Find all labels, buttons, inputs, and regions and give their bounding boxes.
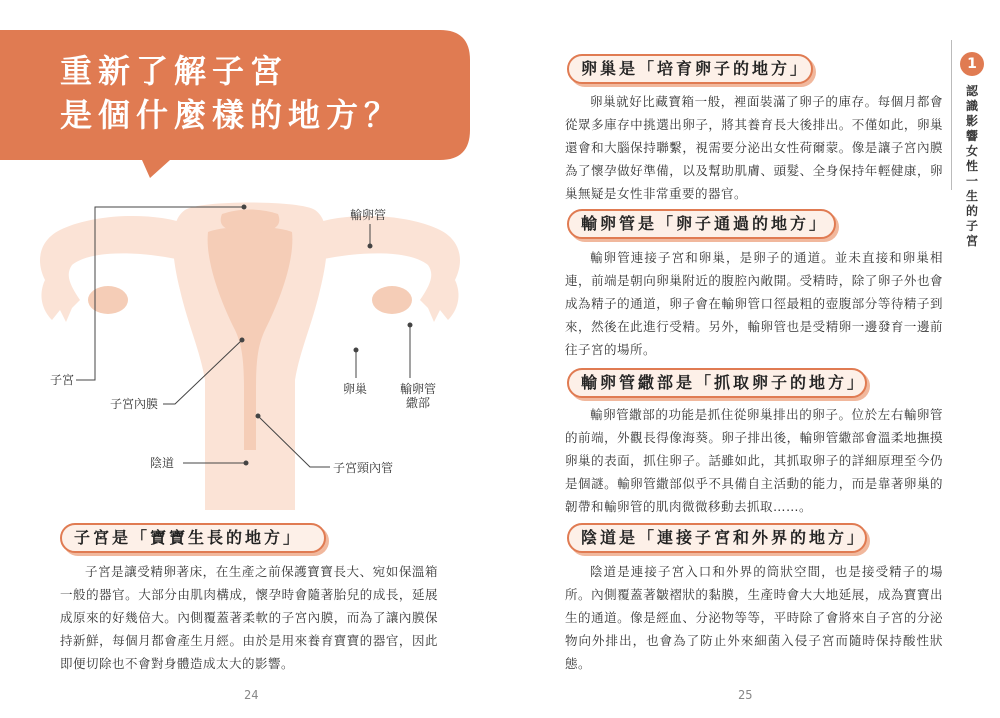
side-tab-divider (951, 40, 952, 190)
section-heading-text: 子宮是「寶寶生長的地方」 (74, 528, 303, 547)
section-heading-text: 輸卵管是「卵子通過的地方」 (581, 214, 829, 233)
label-vagina: 陰道 (150, 456, 175, 470)
section-heading-text: 輸卵管繖部是「抓取卵子的地方」 (581, 373, 867, 392)
section-body-ovary: 卵巢就好比藏寶箱一般，裡面裝滿了卵子的庫存。每個月都會從眾多庫存中挑選出卵子，將其養育長大後排出。不僅如此，卵巢還會和大腦保持聯繫，視需要分泌出女性荷爾蒙。像是讓子宮內膜為了懷孕做好準備，以及幫助肌膚、頭髮、全身保持年輕健康，卵巢無疑是女性非常重要的器官。 (565, 94, 943, 201)
section-body-vagina: 陰道是連接子宮入口和外界的筒狀空間，也是接受精子的場所。內側覆蓋著皺褶狀的黏膜，生產時會大大地延展，成為寶寶出生的通道。像是經血、分泌物等等，平時除了會將來自子宮的分泌物向外排出，也會為了防止外來細菌入侵子宮而隨時保持酸性狀態。 (565, 564, 943, 671)
section-heading-vagina (567, 523, 867, 553)
section-body-uterus: 子宮是讓受精卵著床，在生產之前保護寶寶長大、宛如保溫箱一般的器官。大部分由肌肉構成，懷孕時會隨著胎兒的成長，延展成原來的好幾倍大。內側覆蓋著柔軟的子宮內膜，而為了讓內膜保持新鮮，每個月都會產生月經。由於是用來養育寶寶的器官，因此即便切除也不會對身體造成太大的影響。 (60, 564, 438, 671)
section-heading-text: 卵巢是「培育卵子的地方」 (581, 59, 810, 78)
page-title-line-1: 重新了解子宮 (60, 52, 289, 90)
label-ovary: 卵巢 (343, 382, 368, 396)
section-heading-ovary (567, 54, 813, 84)
section-heading-text: 陰道是「連接子宮和外界的地方」 (581, 528, 867, 547)
chapter-title-vertical: 認識影響女性一生的子宮 (965, 84, 978, 248)
label-cervix: 子宮頸內管 (333, 461, 394, 475)
label-fimbria: 輸卵管 繖部 (400, 382, 437, 410)
label-uterus: 子宮 (50, 373, 75, 387)
label-endometrium: 子宮內膜 (110, 397, 159, 411)
section-heading-fimbria (567, 368, 867, 398)
page-number-right: 25 (738, 688, 753, 702)
section-heading-uterus (60, 523, 326, 553)
page-number-left: 24 (244, 688, 259, 702)
section-heading-fallopian-tube (567, 209, 836, 239)
right-page (500, 0, 1000, 718)
section-body-fimbria: 輸卵管繖部的功能是抓住從卵巢排出的卵子。位於左右輸卵管的前端，外觀長得像海葵。卵子排出後，輸卵管繖部會溫柔地撫摸卵巢的表面，抓住卵子。話雖如此，其抓取卵子的詳細原理至今仍是個謎。輸卵管繖部似乎不具備自主活動的能力，而是靠著卵巢的韌帶和輸卵管的肌肉微微移動去抓取……。 (565, 407, 943, 514)
section-body-fallopian-tube: 輸卵管連接子宮和卵巢，是卵子的通道。並未直接和卵巢相連，前端是朝向卵巢附近的腹腔內敞開。受精時，除了卵子外也會成為精子的通道，卵子會在輸卵管口徑最粗的壺腹部分等待精子到來，然後在此進行受精。另外，輸卵管也是受精卵一邊發育一邊前往子宮的場所。 (565, 250, 943, 357)
page-title-line-2: 是個什麼樣的地方？ (60, 96, 403, 134)
label-fallopian-tube: 輸卵管 (350, 208, 387, 222)
chapter-number-badge: 1 (960, 52, 984, 76)
uterus-diagram (0, 180, 500, 520)
